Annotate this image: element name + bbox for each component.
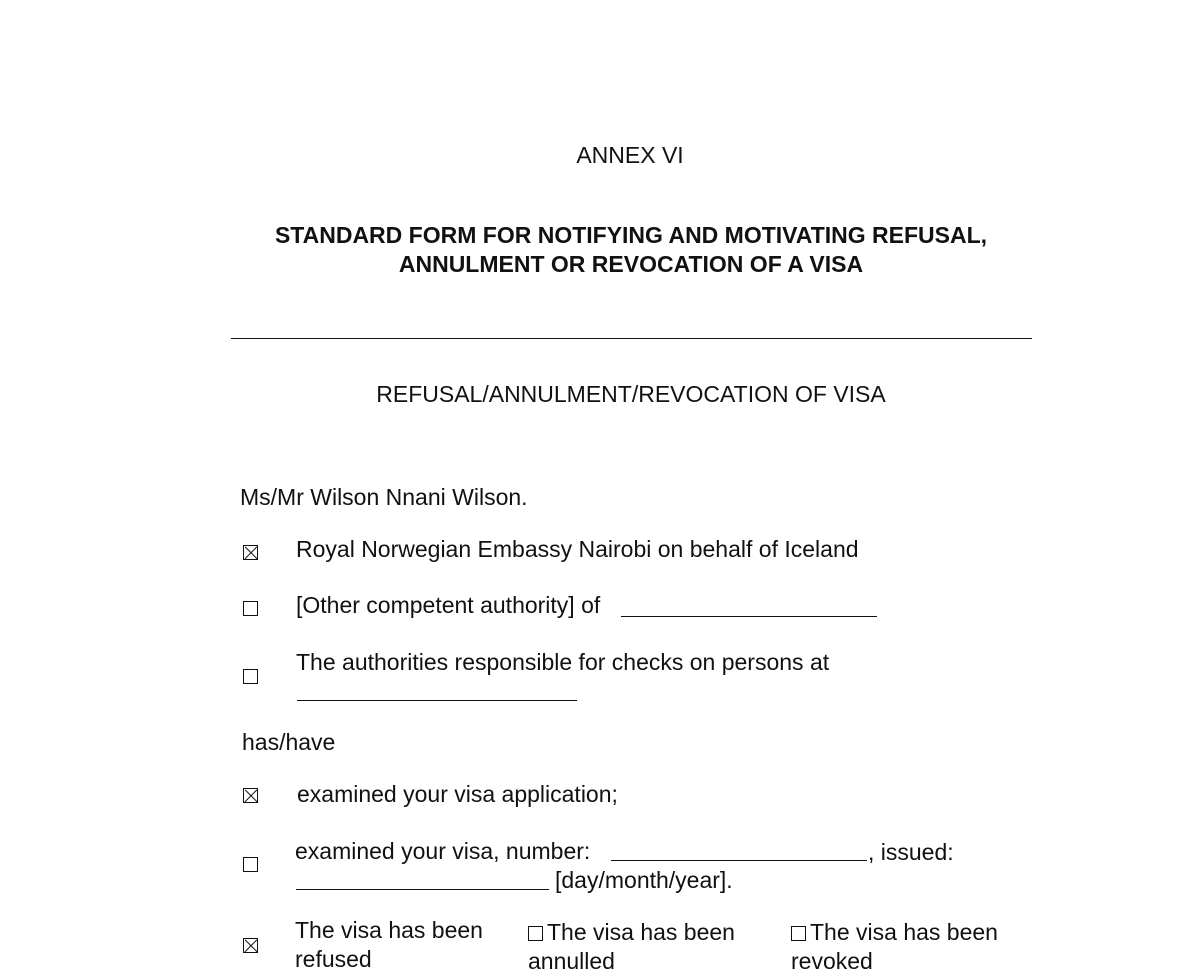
authority-embassy-label: Royal Norwegian Embassy Nairobi on behalf of Iceland: [296, 536, 859, 562]
visa-revoked-option[interactable]: [791, 918, 998, 976]
date-format-label: [day/month/year].: [555, 867, 733, 893]
visa-refused-checkbox[interactable]: [243, 938, 258, 953]
issued-date-blank[interactable]: [296, 889, 549, 890]
examined-application-label: examined your visa application;: [297, 781, 618, 807]
authority-other-checkbox[interactable]: [243, 601, 258, 616]
examined-visa-checkbox[interactable]: [243, 857, 258, 872]
form-title: [0, 221, 1200, 279]
visa-annulled-line2: annulled: [528, 948, 615, 974]
authority-border-label: The authorities responsible for checks on persons at: [296, 649, 830, 675]
horizontal-rule: [231, 338, 1032, 339]
visa-annulled-checkbox[interactable]: [528, 926, 543, 941]
form-subtitle: REFUSAL/ANNULMENT/REVOCATION OF VISA: [376, 381, 886, 407]
examined-application-checkbox[interactable]: [243, 788, 258, 803]
authority-border-blank[interactable]: [297, 700, 577, 701]
authority-border-checkbox[interactable]: [243, 669, 258, 684]
visa-annulled-line1: The visa has been: [547, 919, 735, 945]
visa-refused-line1: The visa has been: [295, 917, 483, 943]
visa-number-blank[interactable]: [611, 860, 867, 861]
authority-other-label: [Other competent authority] of: [296, 592, 601, 618]
visa-revoked-checkbox[interactable]: [791, 926, 806, 941]
authority-embassy-checkbox[interactable]: [243, 545, 258, 560]
issued-label: , issued:: [868, 839, 954, 865]
form-title-line2: ANNULMENT OR REVOCATION OF A VISA: [398, 251, 864, 277]
visa-annulled-option[interactable]: [528, 918, 735, 976]
visa-refused-line2: refused: [295, 946, 372, 972]
authority-other-blank[interactable]: [621, 616, 877, 617]
visa-revoked-line2: revoked: [791, 948, 873, 974]
form-title-line1: STANDARD FORM FOR NOTIFYING AND MOTIVATING REFUSAL,: [274, 222, 988, 248]
addressee-line: Ms/Mr Wilson Nnani Wilson.: [240, 484, 528, 510]
annex-heading: ANNEX VI: [576, 142, 684, 168]
visa-revoked-line1: The visa has been: [810, 919, 998, 945]
examined-visa-label: examined your visa, number:: [295, 838, 591, 864]
visa-refused-label: [295, 916, 483, 974]
has-have-label: has/have: [242, 729, 336, 755]
